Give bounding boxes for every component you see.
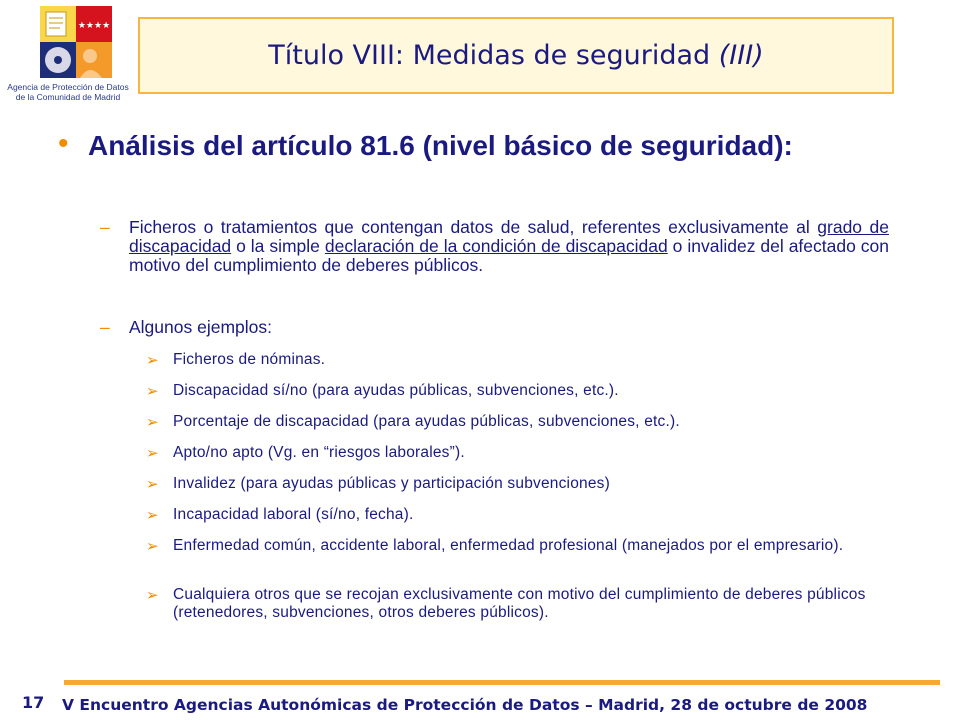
paragraph-underlined-1: grado de discapacidad	[129, 217, 889, 256]
example-text: Incapacidad laboral (sí/no, fecha).	[173, 506, 414, 523]
paragraph-part1: Ficheros o tratamientos que contengan datos de salud, referentes exclusivamente al	[129, 217, 818, 237]
logo-caption-line2: de la Comunidad de Madrid	[15, 92, 121, 102]
title-box	[138, 17, 894, 94]
logo-caption-line1: Agencia de Protección de Datos	[7, 82, 129, 92]
agency-logo-graphic	[4, 4, 132, 82]
agency-logo	[4, 4, 132, 110]
example-text: Discapacidad sí/no (para ayudas públicas, subvenciones, etc.).	[173, 382, 619, 399]
footer-divider	[64, 680, 940, 685]
paragraph-part3: o invalidez del afectado con motivo del cumplimiento de deberes públicos.	[129, 236, 889, 275]
slide-title-suffix: (III)	[718, 40, 764, 71]
arrow-bullet-icon: ➢	[146, 538, 159, 555]
paragraph-part2: o la simple	[231, 236, 325, 256]
arrow-bullet-icon: ➢	[146, 476, 159, 493]
example-text: Invalidez (para ayudas públicas y participación subvenciones)	[173, 475, 610, 492]
arrow-bullet-icon: ➢	[146, 383, 159, 400]
slide-title-main: Título VIII: Medidas de seguridad	[268, 40, 719, 71]
arrow-bullet-icon: ➢	[146, 352, 159, 369]
paragraph-text	[129, 218, 889, 275]
arrow-bullet-icon: ➢	[146, 587, 159, 604]
examples-label: Algunos ejemplos:	[129, 317, 272, 337]
logo-caption	[4, 82, 132, 102]
page-number: 17	[22, 693, 45, 712]
slide-title	[268, 40, 763, 71]
dash-icon: –	[100, 217, 110, 237]
arrow-bullet-icon: ➢	[146, 414, 159, 431]
footer-text: V Encuentro Agencias Autonómicas de Protección de Datos – Madrid, 28 de octubre de 2008	[62, 696, 868, 714]
example-text: Enfermedad común, accidente laboral, enfermedad profesional (manejados por el empresario).	[173, 537, 844, 554]
example-text: Ficheros de nóminas.	[173, 351, 326, 368]
example-text: Porcentaje de discapacidad (para ayudas públicas, subvenciones, etc.).	[173, 413, 680, 430]
main-heading: Análisis del artículo 81.6 (nivel básico de seguridad):	[88, 130, 793, 161]
example-text: Apto/no apto (Vg. en “riesgos laborales”).	[173, 444, 465, 461]
dash-icon: –	[100, 317, 110, 337]
arrow-bullet-icon: ➢	[146, 445, 159, 462]
bullet-dot-icon: •	[58, 127, 69, 160]
paragraph-underlined-2: declaración de la condición de discapacidad	[324, 236, 668, 256]
svg-text:★★★★: ★★★★	[77, 21, 111, 31]
arrow-bullet-icon: ➢	[146, 507, 159, 524]
example-text: Cualquiera otros que se recojan exclusivamente con motivo del cumplimiento de deberes públicos (retenedores, subvenciones, otros deberes públicos).	[173, 586, 866, 621]
